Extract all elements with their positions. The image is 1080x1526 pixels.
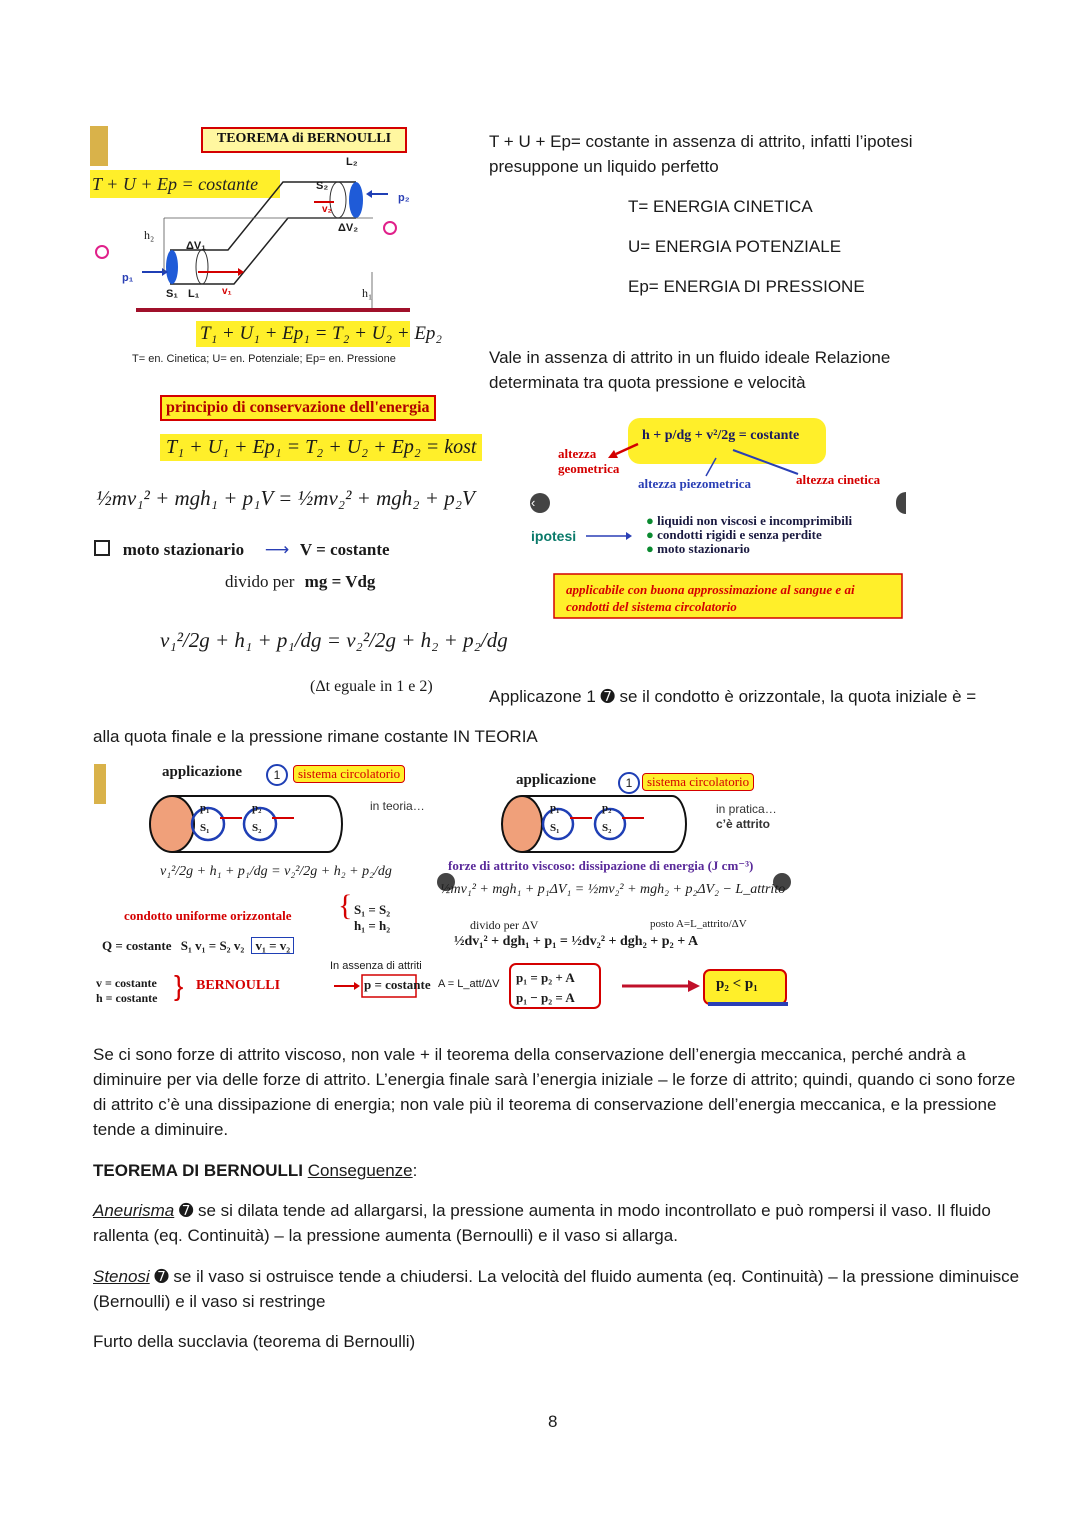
moto-label: moto stazionario [122,540,245,559]
applicabile-note: applicabile con buona approssimazione al sangue e ai condotti del sistema circolatorio [566,582,855,614]
p-const-box: p = costante [364,977,431,992]
bernoulli-diagram [88,122,474,370]
sistema-badge-2: sistema circolatorio [642,773,754,791]
app-number-badge: 1 [266,764,288,786]
result-2: p₁ − p₂ = A [516,990,575,1005]
logo-stub [90,126,108,166]
heights-formula: h + p/dg + v²/2g = costante [642,428,800,443]
pipe-labels-2: p₂ S₂ [252,802,262,834]
page-number: 8 [548,1412,558,1431]
label-h1: h₁ [362,286,373,300]
applicazione-teoria-diagram [92,760,442,1010]
in-teoria-label: in teoria… [370,799,425,813]
pipe-theory-drawing [92,760,442,1010]
vale-text: Vale in assenza di attrito in un fluido ideale Relazione determinata tra quota pressione e velocità [489,348,891,392]
chevron-left-icon[interactable]: ‹ [531,495,536,510]
ipotesi-label: ipotesi [531,528,577,544]
final-equation: v₁²/2g + h₁ + p₁/dg = v₂²/2g + h₂ + p₂/dg [160,628,508,652]
checkbox-icon [94,540,110,556]
v-equal-box: v₁ = v₂ [251,937,294,954]
divido-dv: divido per ΔV [470,918,539,932]
energy-equation: ½mv₁² + mgh₁ + p₁V = ½mv₂² + mgh₂ + p₂V [96,486,475,510]
final-result: p₂ < p₁ [716,976,758,992]
label-dv2: ΔV₂ [338,222,359,234]
definition-t: T= ENERGIA CINETICA [628,197,813,216]
pipe2-labels-1: p₁ S₁ [550,802,560,834]
result-box [516,968,575,1008]
altezza-geometrica: altezza geometrica [558,446,620,476]
label-p1: p₁ [122,272,134,284]
divido-eq: mg = Vdg [304,572,376,591]
altezza-cinetica: altezza cinetica [796,472,881,487]
q-row [102,938,294,954]
applicazione-label-2: applicazione [516,772,597,788]
arrow-right-icon: ⟶ [264,540,290,559]
aneurisma-term: Aneurisma [93,1201,175,1220]
bernoulli-legend: T= en. Cinetica; U= en. Potenziale; Ep= en. Pressione [132,353,396,365]
brace-right-icon: } [174,970,184,1001]
in-pratica-label: in pratica… [716,802,777,816]
list-item: ● liquidi non viscosi e incomprimibili [646,513,853,528]
attrito-label: c’è attrito [716,817,771,831]
stenosi-text: ➐ se il vaso si ostruisce tende a chiudersi. La velocità del fluido aumenta (eq. Continuità) – la pressione diminuisce (Bernoulli) e il vaso si restringe [93,1267,1020,1311]
furto-line: Furto della succlavia (teorema di Bernoulli) [93,1332,416,1351]
label-l1: L₁ [188,288,200,300]
h-equal: h₁ = h₂ [354,918,391,933]
applicazione-line-2: alla quota finale e la pressione rimane costante IN TEORIA [93,727,538,746]
const-pair [96,976,158,1006]
posto-a: posto A=L_attrito/ΔV [650,918,747,930]
conseguenze-title: TEOREMA DI BERNOULLI [93,1161,303,1180]
applicazione-label: applicazione [162,764,243,780]
delta-t-note: (Δt eguale in 1 e 2) [310,678,433,695]
intro-text: T + U + Ep= costante in assenza di attrito, infatti l’ipotesi presuppone un liquido perfetto [489,132,913,176]
bernoulli-title: TEOREMA di BERNOULLI [216,131,392,146]
moto-row [94,540,390,560]
label-v2: v₂ [322,204,333,215]
label-s2: S₂ [316,180,329,192]
stenosi-paragraph [93,1264,1033,1314]
result-1: p₁ = p₂ + A [516,970,575,985]
sv-eq: S₁ v₁ = S₂ v₂ [180,938,245,953]
altezza-piezometrica: altezza piezometrica [638,476,751,491]
stenosi-term: Stenosi [93,1267,150,1286]
conseguenze-sub: Conseguenze [307,1161,413,1180]
definition-ep: Ep= ENERGIA DI PRESSIONE [628,277,865,296]
app-number-badge-2: 1 [618,772,640,794]
conseguenze-heading: TEOREMA DI BERNOULLI Conseguenze: [93,1161,418,1180]
assenza-label: In assenza di attriti [330,960,422,972]
attrito-equation: ½mv₁² + mgh₁ + p₁ΔV₁ = ½mv₂² + mgh₂ + p₂ΔV₂ − L_attrito [440,882,786,897]
theory-equation: v₁²/2g + h₁ + p₁/dg = v₂²/2g + h₂ + p₂/dg [160,864,392,879]
h-const: h = costante [96,991,158,1005]
attrito-paragraph: Se ci sono forze di attrito viscoso, non vale + il teorema della conservazione dell’energia meccanica, perché andrà a diminuire per via delle forze di attrito. L’energia finale sarà l’energia iniziale – le forze di attrito; quindi, quando ci sono forze di attrito c’è una dissipazione di energia; non vale più il teorema di conservazione dell’energia meccanica, e la pressione tende a diminuire. [93,1045,1016,1139]
label-dv1: ΔV₁ [186,240,206,252]
s-equal: S₁ = S₂ [354,902,391,917]
label-v1: v₁ [222,286,232,297]
ipotesi-list [646,514,852,556]
list-item: ● condotti rigidi e senza perdite [646,527,822,542]
label-p2: p₂ [398,192,410,204]
bernoulli-tag: BERNOULLI [196,978,281,993]
label-h2: h₂ [144,228,155,242]
a-definition: A = L_att/ΔV [438,978,500,990]
label-l2: L₂ [346,156,358,168]
aneurisma-paragraph [93,1198,1033,1248]
q-const: Q = costante [102,938,172,953]
applicazione-line-1: Applicazone 1 ➐ se il condotto è orizzontale, la quota iniziale è = [489,687,977,706]
v-const-label: V = costante [299,540,390,559]
brace-icon: { [338,889,353,922]
bernoulli-balance-eq: T₁ + U₁ + Ep₁ = T₂ + U₂ + Ep₂ [200,323,443,344]
pipe2-labels-2: p₂ S₂ [602,802,612,834]
v-const: v = costante [96,976,157,990]
pipe-labels-1: p₁ S₁ [200,802,210,834]
principle-label: principio di conservazione dell'energia [160,395,436,421]
bernoulli-const-eq: T + U + Ep = costante [92,174,259,194]
list-item: ● moto stazionario [646,541,750,556]
aneurisma-text: ➐ se si dilata tende ad allargarsi, la pressione aumenta in modo incontrollato e può rompersi il vaso. Il fluido rallenta (eq. Continuità) – la pressione aumenta (Bernoulli) e il vaso si allarga. [93,1201,991,1245]
condotto-label: condotto uniforme orizzontale [124,908,292,923]
conditions-brace [338,889,391,934]
label-s1: S₁ [166,288,178,300]
forze-attrito-label: forze di attrito viscoso: dissipazione di energia (J cm⁻³) [448,858,754,873]
divido-label: divido per [225,572,295,591]
reduced-equation: ½dv₁² + dgh₁ + p₁ = ½dv₂² + dgh₂ + p₂ + A [454,934,699,949]
divido-row [225,572,375,592]
applicazione-pratica-diagram [432,766,796,1016]
definition-u: U= ENERGIA POTENZIALE [628,237,842,256]
principle-equation: T₁ + U₁ + Ep₁ = T₂ + U₂ + Ep₂ = kost [160,434,482,461]
bernoulli-heights-diagram [528,414,908,620]
sistema-badge: sistema circolatorio [293,765,405,783]
